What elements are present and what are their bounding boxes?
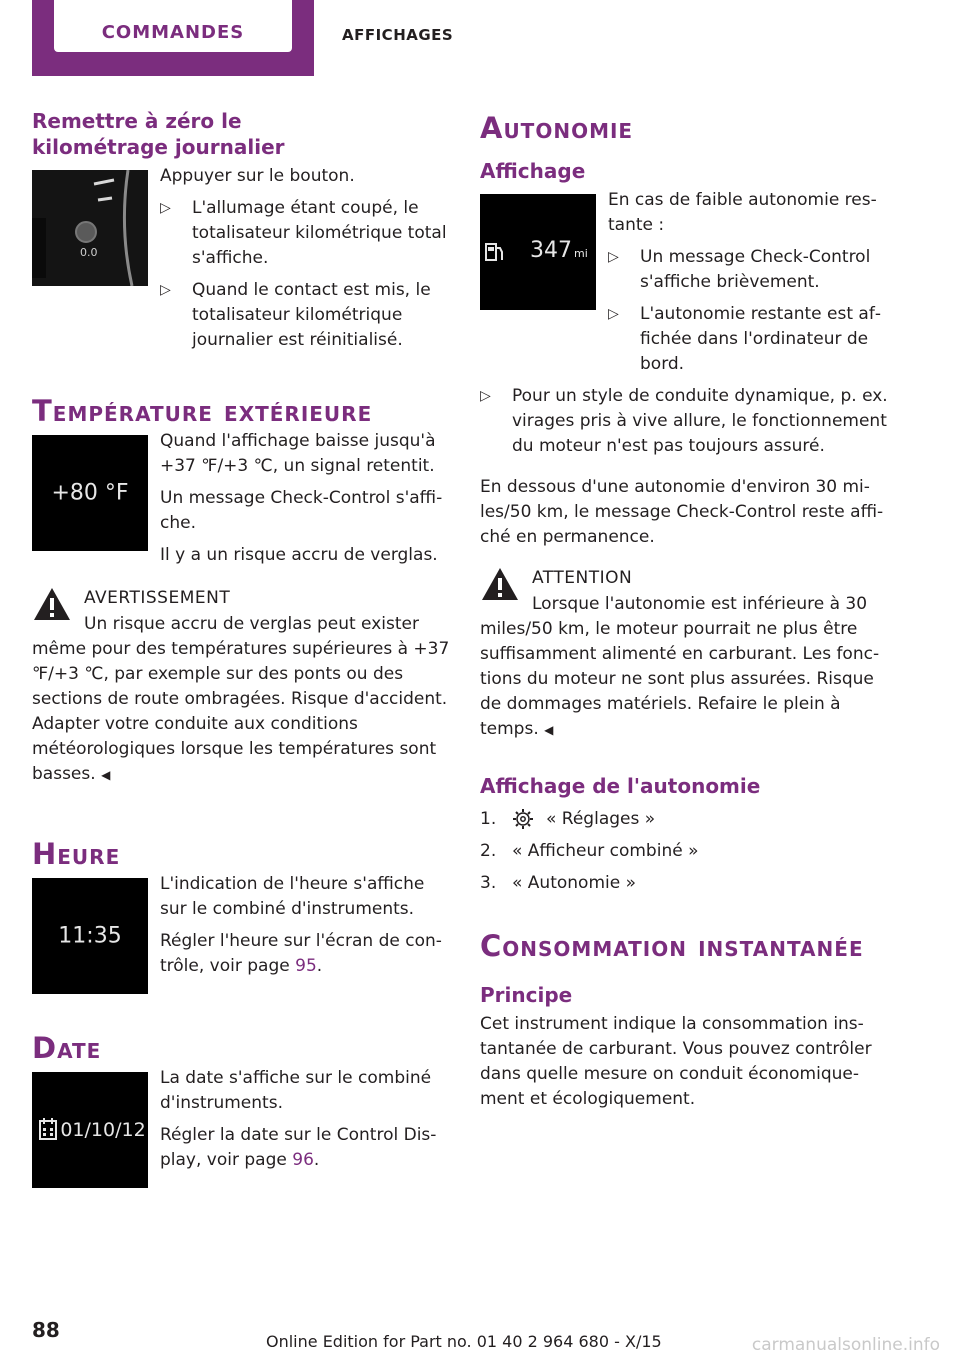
end-mark-icon: ◀ <box>544 723 554 737</box>
calendar-icon <box>38 1118 58 1142</box>
time-heading: Heure <box>32 837 121 871</box>
left-column <box>32 108 450 1188</box>
edition-note: Online Edition for Part no. 01 40 2 964 680 - X/15 <box>266 1332 662 1351</box>
autonomie-intro: En cas de faible autonomie restante : <box>608 190 877 235</box>
steps-list <box>480 807 896 896</box>
tab-commandes-label: COMMANDES <box>101 22 245 43</box>
gauge-readout: 0.0 <box>80 246 98 259</box>
triangle-bullet-icon: ▷ <box>480 388 491 404</box>
reset-intro: Appuyer sur le bouton. <box>160 166 355 186</box>
time-display-image <box>32 878 148 994</box>
step-item: 3. « Autonomie » <box>480 873 636 893</box>
reset-section <box>32 166 450 353</box>
list-item: ▷ Quand le contact est mis, le totalisateur kilométrique journalier est réinitialisé. <box>160 280 431 350</box>
date-section <box>32 1068 450 1188</box>
autonomie-heading: Autonomie <box>480 111 634 145</box>
consommation-text: Cet instrument indique la consommation instantanée de carburant. Vous pouvez contrôler dans quelle mesure on conduit économiquement et écologiquement. <box>480 1014 872 1109</box>
date-heading: Date <box>32 1031 102 1065</box>
page-number: 88 <box>32 1318 60 1342</box>
date-p1: La date s'affiche sur le combiné d'instruments. <box>160 1068 432 1113</box>
reset-heading: Remettre à zéro le kilométrage journalier <box>32 109 285 159</box>
page-link[interactable]: 95 <box>295 956 317 976</box>
temperature-heading: Température extérieure <box>32 394 373 428</box>
temperature-p3: Il y a un risque accru de verglas. <box>160 545 438 565</box>
triangle-bullet-icon: ▷ <box>608 306 619 322</box>
temperature-display-image <box>32 435 148 551</box>
tab-commandes[interactable] <box>32 0 314 76</box>
reset-list <box>160 196 450 353</box>
settings-gear-icon <box>512 808 534 830</box>
temperature-readout: +80 °F <box>51 480 129 506</box>
warning-title: ATTENTION <box>532 568 633 588</box>
temperature-p2: Un message Check-Control s'affiche. <box>160 488 443 533</box>
affichage-subheading: Affichage <box>480 159 586 183</box>
step-item: 2. « Afficheur combiné » <box>480 841 699 861</box>
time-p1: L'indication de l'heure s'affiche sur le combiné d'instruments. <box>160 874 425 919</box>
triangle-bullet-icon: ▷ <box>608 249 619 265</box>
page-link[interactable]: 96 <box>292 1150 314 1170</box>
list-item: ▷ Un message Check-Control s'affiche brièvement. <box>608 247 871 292</box>
date-p2: Régler la date sur le Control Display, voir page 96. <box>160 1125 437 1170</box>
autonomie-list-wide <box>480 384 896 459</box>
warning-triangle-icon <box>480 566 520 602</box>
list-item: ▷ Pour un style de conduite dynamique, p. ex. virages pris à vive allure, le fonctionnement du moteur n'est pas toujours assuré. <box>480 386 888 456</box>
right-column <box>480 108 896 1112</box>
consommation-heading: Consommation instantanée <box>480 929 864 963</box>
triangle-bullet-icon: ▷ <box>160 200 171 216</box>
range-readout: 347 <box>530 238 572 263</box>
temperature-warning-text: Un risque accru de verglas peut exister même pour des températures supérieures à +37 ℉/+3 ℃, par exemple sur des ponts ou des sections de route ombragées. Risque d'accident. Adapter votre conduite aux conditions météorologiques lorsque les températures sont basses. ◀ <box>32 614 450 784</box>
gauge-icon <box>32 170 148 286</box>
autonomie-list <box>608 245 896 377</box>
tab-affichages[interactable]: AFFICHAGES <box>342 26 454 44</box>
principe-subheading: Principe <box>480 983 573 1007</box>
time-p2: Régler l'heure sur l'écran de contrôle, voir page 95. <box>160 931 442 976</box>
trip-reset-image <box>32 170 148 286</box>
range-unit: mi <box>574 247 588 260</box>
autonomie-warning-text: Lorsque l'autonomie est inférieure à 30 miles/50 km, le moteur pourrait ne plus être suffisamment alimenté en carburant. Les fonctions du moteur ne sont plus assurées. Risque de dommages matériels. Refaire le plein à temps. ◀ <box>480 594 880 739</box>
temperature-section <box>32 431 450 568</box>
autonomie-para: En dessous d'une autonomie d'environ 30 miles/50 km, le message Check-Control reste affiché en permanence. <box>480 477 884 547</box>
watermark: carmanualsonline.info <box>751 1335 940 1355</box>
list-item: ▷ L'allumage étant coupé, le totalisateur kilométrique total s'affiche. <box>160 198 447 268</box>
time-section <box>32 874 450 994</box>
end-mark-icon: ◀ <box>101 768 111 782</box>
warning-triangle-icon <box>32 586 72 622</box>
time-readout: 11:35 <box>58 923 122 949</box>
warning-title: AVERTISSEMENT <box>84 588 231 608</box>
range-display-image <box>480 194 596 310</box>
list-item: ▷ L'autonomie restante est affichée dans l'ordinateur de bord. <box>608 304 881 374</box>
date-readout: 01/10/12 <box>60 1119 146 1141</box>
triangle-bullet-icon: ▷ <box>160 282 171 298</box>
step-item: 1. « Réglages » <box>480 809 656 829</box>
date-display-image <box>32 1072 148 1188</box>
autonomie-section <box>480 190 896 377</box>
temperature-p1: Quand l'affichage baisse jusqu'à +37 ℉/+3 ℃, un signal retentit. <box>160 431 436 476</box>
affichage-autonomie-heading: Affichage de l'autonomie <box>480 774 761 798</box>
fuel-pump-icon <box>484 240 506 264</box>
